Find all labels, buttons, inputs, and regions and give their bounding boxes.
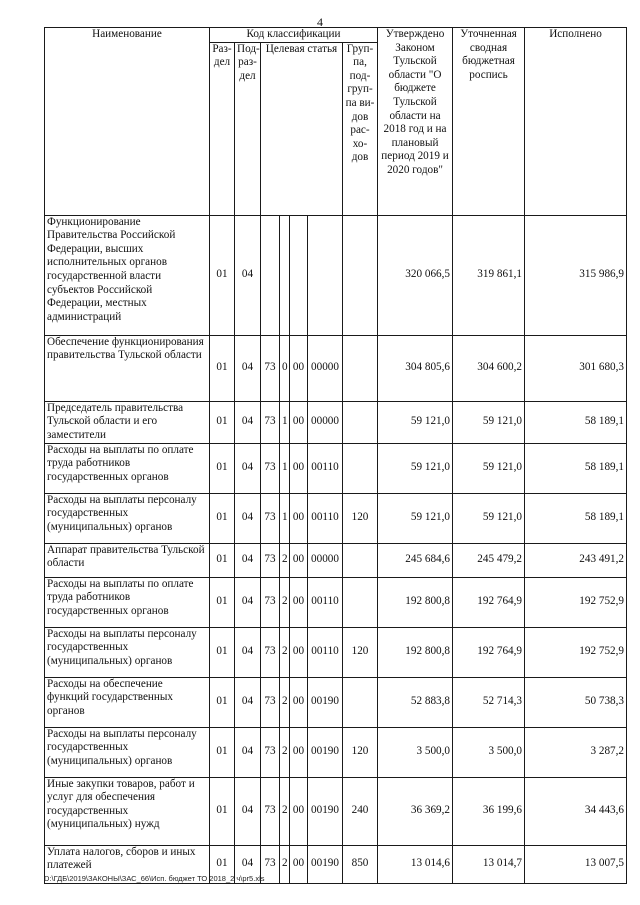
row-expense-group: 120 <box>343 493 378 543</box>
row-approved-amount: 304 805,6 <box>378 335 453 401</box>
row-target-subprogram: 1 <box>280 493 290 543</box>
row-refined-amount: 52 714,3 <box>453 677 525 727</box>
row-target-code: 00190 <box>308 845 343 883</box>
header-approved: Утверждено Законом Тульской области "О бюджете Тульской области на 2018 год и на плановый период 2019 и 2020 годов" <box>378 28 453 216</box>
table-row <box>45 577 627 627</box>
row-expense-group <box>343 677 378 727</box>
table-row <box>45 215 627 335</box>
row-target-code: 00000 <box>308 401 343 443</box>
row-section: 01 <box>210 727 235 777</box>
row-name: Расходы на выплаты персоналу государственных (муниципальных) органов <box>45 627 210 677</box>
row-expense-group: 120 <box>343 727 378 777</box>
row-approved-amount: 192 800,8 <box>378 577 453 627</box>
row-expense-group: 120 <box>343 627 378 677</box>
row-target-program: 73 <box>261 493 280 543</box>
header-expense-group: Груп-па, под-груп-па ви-дов рас-хо-дов <box>343 42 378 215</box>
row-target-direction: 00 <box>290 777 308 845</box>
row-target-subprogram: 2 <box>280 627 290 677</box>
row-subsection: 04 <box>235 777 261 845</box>
row-executed-amount: 243 491,2 <box>525 543 627 577</box>
row-target-direction: 00 <box>290 493 308 543</box>
row-target-code: 00000 <box>308 335 343 401</box>
row-section: 01 <box>210 777 235 845</box>
table-row <box>45 335 627 401</box>
table-row <box>45 493 627 543</box>
row-refined-amount: 192 764,9 <box>453 627 525 677</box>
row-executed-amount: 301 680,3 <box>525 335 627 401</box>
row-expense-group: 240 <box>343 777 378 845</box>
row-target-program: 73 <box>261 777 280 845</box>
header-executed: Исполнено <box>525 28 627 216</box>
row-name: Расходы на выплаты персоналу государственных (муниципальных) органов <box>45 727 210 777</box>
row-expense-group <box>343 215 378 335</box>
row-expense-group <box>343 443 378 493</box>
row-refined-amount: 3 500,0 <box>453 727 525 777</box>
row-refined-amount: 36 199,6 <box>453 777 525 845</box>
row-section: 01 <box>210 335 235 401</box>
row-name: Председатель правительства Тульской области и его заместители <box>45 401 210 443</box>
table-row <box>45 727 627 777</box>
row-target-direction: 00 <box>290 845 308 883</box>
row-expense-group <box>343 543 378 577</box>
row-refined-amount: 59 121,0 <box>453 443 525 493</box>
row-subsection: 04 <box>235 493 261 543</box>
row-target-subprogram: 1 <box>280 443 290 493</box>
row-target-program: 73 <box>261 577 280 627</box>
row-target-subprogram: 2 <box>280 845 290 883</box>
header-subsection: Под-раз-дел <box>235 42 261 215</box>
row-target-direction: 00 <box>290 543 308 577</box>
row-target-program: 73 <box>261 677 280 727</box>
row-target-subprogram: 2 <box>280 727 290 777</box>
row-section: 01 <box>210 493 235 543</box>
row-target-subprogram: 2 <box>280 777 290 845</box>
footer-file-path: D:\ГДБ\2019\ЗАКОНЫ\ЗАС_66\Исп. бюджет ТО 2018_2 ч\pr5.xls <box>44 874 265 883</box>
header-refined: Уточненная сводная бюджетная роспись <box>453 28 525 216</box>
row-target-subprogram: 1 <box>280 401 290 443</box>
row-section: 01 <box>210 577 235 627</box>
row-executed-amount: 50 738,3 <box>525 677 627 727</box>
header-name: Наименование <box>45 28 210 216</box>
row-approved-amount: 3 500,0 <box>378 727 453 777</box>
row-subsection: 04 <box>235 335 261 401</box>
row-target-code: 00110 <box>308 443 343 493</box>
row-section: 01 <box>210 677 235 727</box>
row-target-subprogram: 0 <box>280 335 290 401</box>
row-approved-amount: 13 014,6 <box>378 845 453 883</box>
row-approved-amount: 320 066,5 <box>378 215 453 335</box>
row-name: Расходы на выплаты по оплате труда работников государственных органов <box>45 577 210 627</box>
table-row <box>45 777 627 845</box>
row-approved-amount: 59 121,0 <box>378 401 453 443</box>
row-refined-amount: 245 479,2 <box>453 543 525 577</box>
row-section: 01 <box>210 215 235 335</box>
row-refined-amount: 59 121,0 <box>453 493 525 543</box>
row-target-program: 73 <box>261 443 280 493</box>
row-executed-amount: 192 752,9 <box>525 577 627 627</box>
row-section: 01 <box>210 627 235 677</box>
row-expense-group <box>343 401 378 443</box>
row-subsection: 04 <box>235 845 261 883</box>
row-target-direction: 00 <box>290 577 308 627</box>
row-subsection: 04 <box>235 215 261 335</box>
row-target-direction: 00 <box>290 677 308 727</box>
row-name: Расходы на выплаты по оплате труда работников государственных органов <box>45 443 210 493</box>
row-target-program <box>261 215 280 335</box>
row-target-program: 73 <box>261 543 280 577</box>
row-target-subprogram: 2 <box>280 543 290 577</box>
row-target-subprogram: 2 <box>280 577 290 627</box>
row-subsection: 04 <box>235 677 261 727</box>
row-target-program: 73 <box>261 401 280 443</box>
row-target-code: 00110 <box>308 627 343 677</box>
table-row <box>45 543 627 577</box>
row-executed-amount: 315 986,9 <box>525 215 627 335</box>
row-name: Функционирование Правительства Российской Федерации, высших исполнительных органов государственной власти субъектов Российской Федерации, местных администраций <box>45 215 210 335</box>
row-refined-amount: 13 014,7 <box>453 845 525 883</box>
row-executed-amount: 34 443,6 <box>525 777 627 845</box>
row-target-program: 73 <box>261 627 280 677</box>
row-refined-amount: 304 600,2 <box>453 335 525 401</box>
row-target-code: 00190 <box>308 777 343 845</box>
row-target-code: 00000 <box>308 543 343 577</box>
header-section: Раз-дел <box>210 42 235 215</box>
row-approved-amount: 192 800,8 <box>378 627 453 677</box>
row-target-code <box>308 215 343 335</box>
row-section: 01 <box>210 443 235 493</box>
table-row <box>45 677 627 727</box>
row-name: Обеспечение функционирования правительства Тульской области <box>45 335 210 401</box>
row-subsection: 04 <box>235 727 261 777</box>
row-approved-amount: 36 369,2 <box>378 777 453 845</box>
row-executed-amount: 58 189,1 <box>525 443 627 493</box>
row-name: Расходы на выплаты персоналу государственных (муниципальных) органов <box>45 493 210 543</box>
row-target-program: 73 <box>261 335 280 401</box>
row-target-direction: 00 <box>290 627 308 677</box>
budget-execution-table <box>44 27 627 884</box>
row-target-direction: 00 <box>290 727 308 777</box>
row-target-code: 00110 <box>308 577 343 627</box>
row-approved-amount: 59 121,0 <box>378 493 453 543</box>
row-name: Уплата налогов, сборов и иных платежей <box>45 845 210 883</box>
row-target-code: 00190 <box>308 677 343 727</box>
row-subsection: 04 <box>235 443 261 493</box>
row-target-code: 00110 <box>308 493 343 543</box>
row-executed-amount: 58 189,1 <box>525 401 627 443</box>
row-subsection: 04 <box>235 543 261 577</box>
row-subsection: 04 <box>235 627 261 677</box>
row-approved-amount: 245 684,6 <box>378 543 453 577</box>
row-target-direction <box>290 215 308 335</box>
row-refined-amount: 319 861,1 <box>453 215 525 335</box>
row-target-program: 73 <box>261 845 280 883</box>
row-target-direction: 00 <box>290 335 308 401</box>
row-executed-amount: 192 752,9 <box>525 627 627 677</box>
row-executed-amount: 58 189,1 <box>525 493 627 543</box>
table-row <box>45 627 627 677</box>
page-number: 4 <box>317 15 323 29</box>
row-expense-group: 850 <box>343 845 378 883</box>
row-target-direction: 00 <box>290 443 308 493</box>
row-executed-amount: 3 287,2 <box>525 727 627 777</box>
row-expense-group <box>343 335 378 401</box>
row-section: 01 <box>210 401 235 443</box>
row-approved-amount: 52 883,8 <box>378 677 453 727</box>
header-target: Целевая статья <box>261 42 343 215</box>
header-code-group: Код классификации <box>210 28 378 43</box>
row-name: Иные закупки товаров, работ и услуг для обеспечения государственных (муниципальных) нужд <box>45 777 210 845</box>
row-name: Аппарат правительства Тульской области <box>45 543 210 577</box>
row-target-subprogram: 2 <box>280 677 290 727</box>
table-row <box>45 443 627 493</box>
row-target-code: 00190 <box>308 727 343 777</box>
row-executed-amount: 13 007,5 <box>525 845 627 883</box>
row-section: 01 <box>210 845 235 883</box>
row-expense-group <box>343 577 378 627</box>
table-row <box>45 401 627 443</box>
row-subsection: 04 <box>235 401 261 443</box>
row-target-direction: 00 <box>290 401 308 443</box>
row-section: 01 <box>210 543 235 577</box>
row-refined-amount: 59 121,0 <box>453 401 525 443</box>
row-subsection: 04 <box>235 577 261 627</box>
row-target-subprogram <box>280 215 290 335</box>
row-target-program: 73 <box>261 727 280 777</box>
row-approved-amount: 59 121,0 <box>378 443 453 493</box>
row-name: Расходы на обеспечение функций государственных органов <box>45 677 210 727</box>
row-refined-amount: 192 764,9 <box>453 577 525 627</box>
